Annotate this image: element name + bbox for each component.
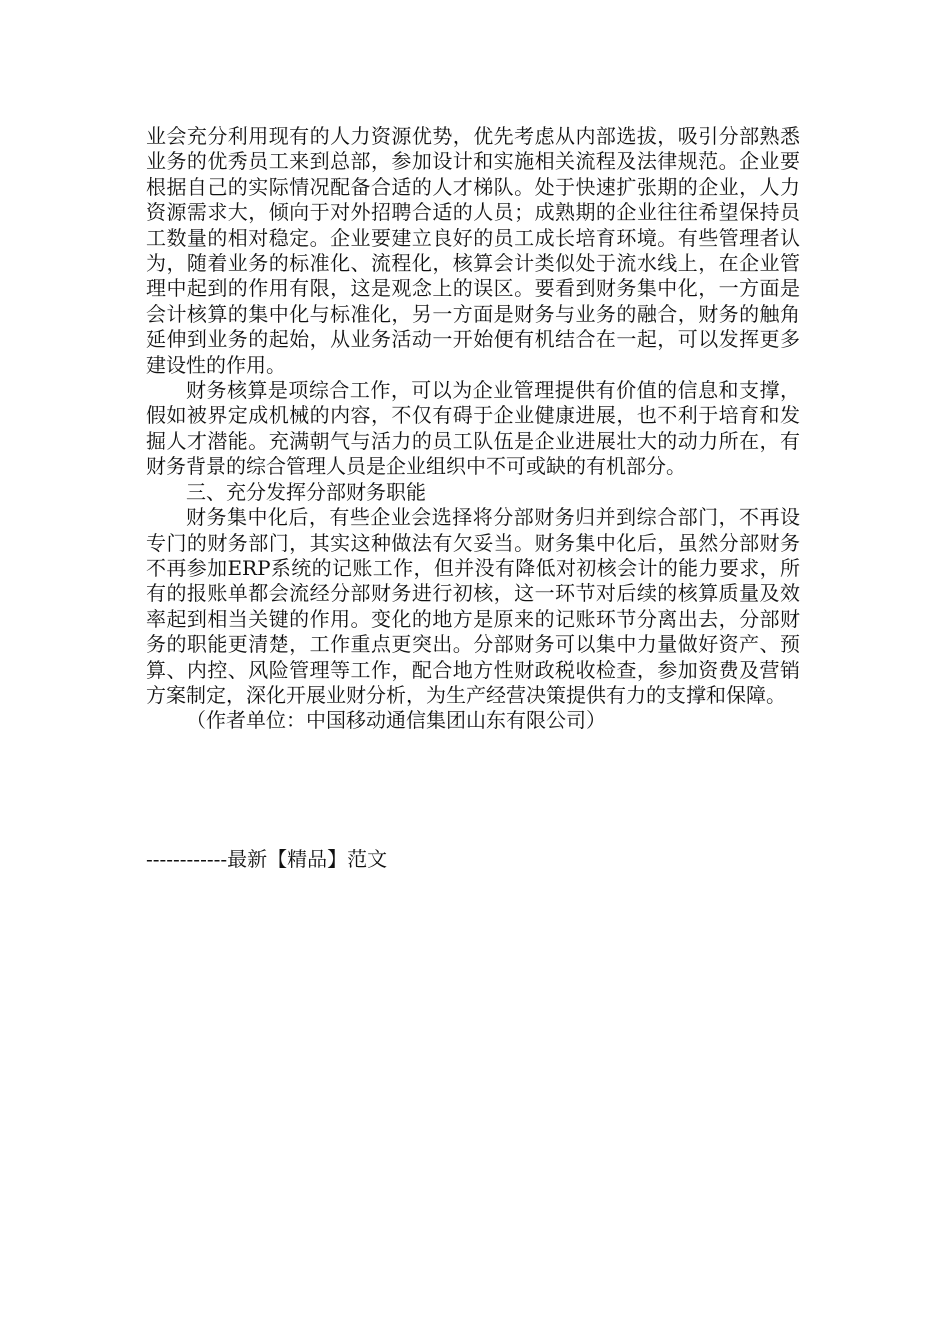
author-affiliation: （作者单位：中国移动通信集团山东有限公司） (186, 708, 606, 733)
document-body (146, 124, 800, 734)
body-paragraph-3: 财务集中化后，有些企业会选择将分部财务归并到综合部门，不再设专门的财务部门，其实这种做法有欠妥当。财务集中化后，虽然分部财务不再参加ERP系统的记账工作，但并没有降低对初核会计的能力要求，所有的报账单都会流经分部财务进行初核，这一环节对后续的核算质量及效率起到相当关键的作用。变化的地方是原来的记账环节分离出去，分部财务的职能更清楚，工作重点更突出。分部财务可以集中力量做好资产、预算、内控、风险管理等工作，配合地方性财政税收检查，参加资费及营销方案制定，深化开展业财分析，为生产经营决策提供有力的支撑和保障。 (146, 505, 800, 707)
section-heading: 三、充分发挥分部财务职能 (186, 479, 426, 504)
body-paragraph-2: 财务核算是项综合工作，可以为企业管理提供有价值的信息和支撑，假如被界定成机械的内容，不仅有碍于企业健康进展，也不利于培育和发掘人才潜能。充满朝气与活力的员工队伍是企业进展壮大的动力所在，有财务背景的综合管理人员是企业组织中不可或缺的有机部分。 (146, 378, 800, 479)
body-paragraph-1: 业会充分利用现有的人力资源优势，优先考虑从内部选拔，吸引分部熟悉业务的优秀员工来到总部，参加设计和实施相关流程及法律规范。企业要根据自己的实际情况配备合适的人才梯队。处于快速扩张期的企业，人力资源需求大，倾向于对外招聘合适的人员；成熟期的企业往往希望保持员工数量的相对稳定。企业要建立良好的员工成长培育环境。有些管理者认为，随着业务的标准化、流程化，核算会计类似处于流水线上，在企业管理中起到的作用有限，这是观念上的误区。要看到财务集中化，一方面是会计核算的集中化与标准化，另一方面是财务与业务的融合，财务的触角延伸到业务的起始，从业务活动一开始便有机结合在一起，可以发挥更多建设性的作用。 (146, 124, 800, 377)
footer-text: ------------最新【精品】范文 (146, 847, 388, 871)
